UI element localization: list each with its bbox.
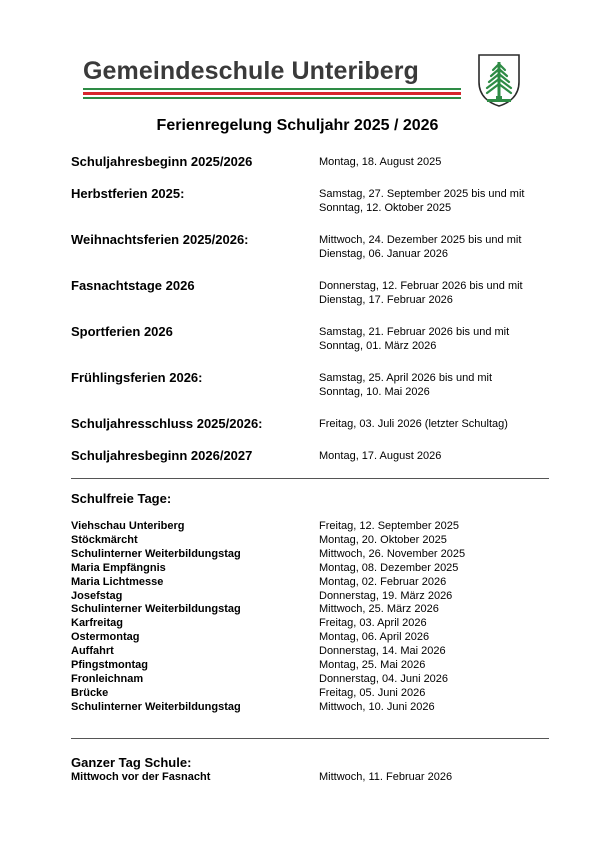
list-item	[71, 575, 551, 589]
holiday-date: Dienstag, 06. Januar 2026	[319, 248, 449, 260]
free-day-date: Donnerstag, 04. Juni 2026	[319, 673, 449, 685]
free-day-label: Stöckmärcht	[71, 534, 138, 546]
list-item	[71, 616, 551, 630]
holiday-label: Weihnachtsferien 2025/2026:	[71, 232, 249, 247]
free-day-label: Maria Lichtmesse	[71, 576, 164, 588]
free-day-date: Montag, 20. Oktober 2025	[319, 534, 447, 546]
holiday-date: Donnerstag, 12. Februar 2026 bis und mit	[319, 280, 523, 292]
holiday-date: Samstag, 27. September 2025 bis und mit	[319, 188, 525, 200]
header-stripe-red	[83, 92, 461, 95]
holiday-date: Sonntag, 10. Mai 2026	[319, 386, 430, 398]
free-day-label: Pfingstmontag	[71, 659, 148, 671]
list-item	[71, 672, 551, 686]
list-item	[71, 686, 551, 700]
holiday-date: Montag, 17. August 2026	[319, 450, 442, 462]
holiday-label: Schuljahresbeginn 2025/2026	[71, 154, 253, 169]
free-day-label: Fronleichnam	[71, 673, 144, 685]
holiday-label: Frühlingsferien 2026:	[71, 370, 203, 385]
free-day-label: Viehschau Unteriberg	[71, 520, 185, 532]
holiday-date: Sonntag, 01. März 2026	[319, 340, 437, 352]
free-day-date: Montag, 25. Mai 2026	[319, 659, 426, 671]
free-day-label: Schulinterner Weiterbildungstag	[71, 548, 241, 560]
free-day-date: Montag, 06. April 2026	[319, 631, 430, 643]
holiday-label: Herbstferien 2025:	[71, 186, 185, 201]
school-name: Gemeindeschule Unteriberg	[83, 57, 419, 85]
full-day-label: Mittwoch vor der Fasnacht	[71, 771, 211, 783]
list-item	[71, 589, 551, 603]
section-divider	[71, 478, 549, 479]
holiday-label: Sportferien 2026	[71, 324, 173, 339]
section-divider	[71, 738, 549, 739]
free-day-label: Karfreitag	[71, 617, 123, 629]
free-day-label: Ostermontag	[71, 631, 140, 643]
free-day-date: Freitag, 12. September 2025	[319, 520, 460, 532]
list-item	[71, 533, 551, 547]
holiday-date: Montag, 18. August 2025	[319, 156, 442, 168]
holiday-date: Samstag, 25. April 2026 bis und mit	[319, 372, 493, 384]
list-item	[71, 561, 551, 575]
free-day-date: Montag, 08. Dezember 2025	[319, 562, 459, 574]
free-day-date: Montag, 02. Februar 2026	[319, 576, 447, 588]
free-days-heading: Schulfreie Tage:	[71, 491, 172, 506]
full-day-date: Mittwoch, 11. Februar 2026	[319, 771, 453, 783]
free-day-label: Schulinterner Weiterbildungstag	[71, 603, 241, 615]
full-day-heading: Ganzer Tag Schule:	[71, 755, 192, 770]
free-day-date: Mittwoch, 25. März 2026	[319, 603, 439, 615]
list-item	[71, 658, 551, 672]
holiday-date: Freitag, 03. Juli 2026 (letzter Schultag)	[319, 418, 508, 430]
header-stripe-green-top	[83, 88, 461, 90]
holiday-label: Schuljahresschluss 2025/2026:	[71, 416, 263, 431]
holiday-label: Schuljahresbeginn 2026/2027	[71, 448, 253, 463]
list-item	[71, 547, 551, 561]
list-item	[71, 644, 551, 658]
holiday-date: Sonntag, 12. Oktober 2025	[319, 202, 452, 214]
list-item	[71, 630, 551, 644]
free-day-label: Josefstag	[71, 590, 123, 602]
free-day-date: Freitag, 05. Juni 2026	[319, 687, 426, 699]
free-day-date: Freitag, 03. April 2026	[319, 617, 427, 629]
holiday-date: Samstag, 21. Februar 2026 bis und mit	[319, 326, 510, 338]
fir-tree-crest-icon	[475, 52, 523, 108]
free-day-date: Donnerstag, 14. Mai 2026	[319, 645, 446, 657]
free-day-label: Brücke	[71, 687, 109, 699]
list-item	[71, 770, 551, 784]
list-item	[71, 700, 551, 714]
holiday-date: Dienstag, 17. Februar 2026	[319, 294, 453, 306]
holiday-date: Mittwoch, 24. Dezember 2025 bis und mit	[319, 234, 522, 246]
free-day-date: Mittwoch, 26. November 2025	[319, 548, 466, 560]
free-day-label: Auffahrt	[71, 645, 114, 657]
holiday-label: Fasnachtstage 2026	[71, 278, 195, 293]
free-day-date: Mittwoch, 10. Juni 2026	[319, 701, 435, 713]
header-stripe-green-bottom	[83, 97, 461, 99]
list-item	[71, 602, 551, 616]
list-item	[71, 519, 551, 533]
free-day-date: Donnerstag, 19. März 2026	[319, 590, 453, 602]
free-day-label: Schulinterner Weiterbildungstag	[71, 701, 241, 713]
free-day-label: Maria Empfängnis	[71, 562, 166, 574]
page-title: Ferienregelung Schuljahr 2025 / 2026	[156, 117, 439, 134]
